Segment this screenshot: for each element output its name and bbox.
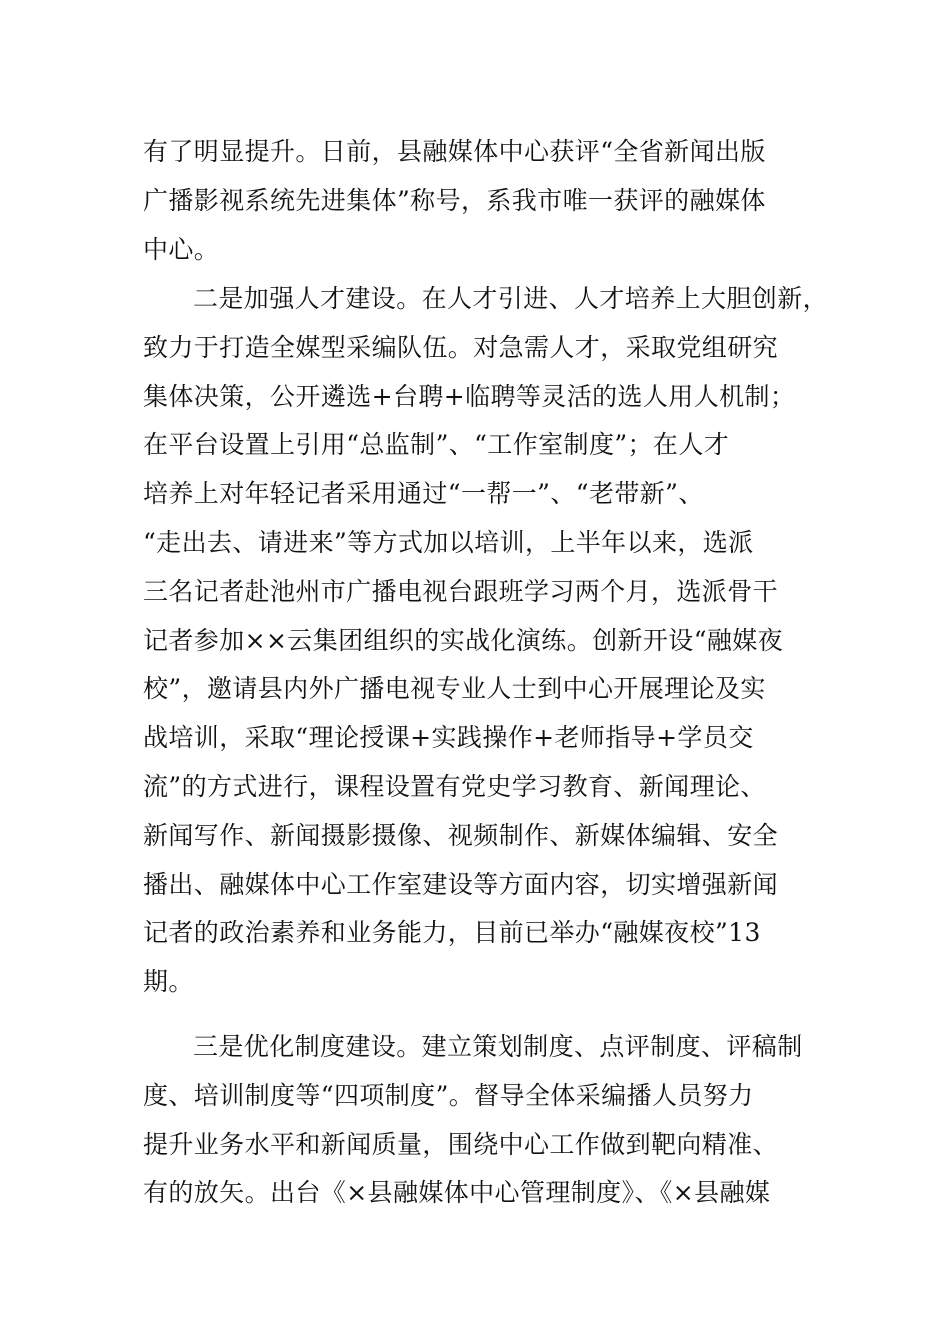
text-line: 三是优化制度建设。建立策划制度、点评制度、评稿制 bbox=[193, 1032, 803, 1061]
paragraph-talent-building bbox=[143, 275, 833, 1007]
text-line: 三名记者赴池州市广播电视台跟班学习两个月，选派骨干 bbox=[143, 576, 779, 606]
text-line: 有的放矢。出台《×县融媒体中心管理制度》、《×县融媒 bbox=[143, 1178, 771, 1208]
text-line: 期。 bbox=[143, 967, 194, 997]
text-line: 集体决策，公开遴选+台聘+临聘等灵活的选人用人机制； bbox=[143, 381, 796, 411]
text-line: 二是加强人才建设。在人才引进、人才培养上大胆创新， bbox=[193, 284, 829, 313]
text-line: “走出去、请进来”等方式加以培训，上半年以来，选派 bbox=[143, 527, 754, 557]
paragraph-system-building bbox=[143, 1023, 833, 1218]
text-line: 记者参加××云集团组织的实战化演练。创新开设“融媒夜 bbox=[143, 625, 784, 655]
text-line: 播出、融媒体中心工作室建设等方面内容，切实增强新闻 bbox=[143, 869, 779, 899]
text-line: 记者的政治素养和业务能力，目前已举办“融媒夜校”13 bbox=[143, 918, 761, 948]
text-line: 提升业务水平和新闻质量，围绕中心工作做到靶向精准、 bbox=[143, 1129, 779, 1159]
text-line: 战培训，采取“理论授课+实践操作+老师指导+学员交 bbox=[143, 723, 754, 753]
paragraph-continuation bbox=[143, 128, 833, 274]
text-line: 校”，邀请县内外广播电视专业人士到中心开展理论及实 bbox=[143, 674, 766, 704]
text-line: 广播影视系统先进集体”称号，系我市唯一获评的融媒体 bbox=[143, 185, 766, 215]
text-line: 在平台设置上引用“总监制”、“工作室制度”；在人才 bbox=[143, 430, 730, 460]
text-line: 中心。 bbox=[143, 234, 220, 264]
text-line: 度、培训制度等“四项制度”。督导全体采编播人员努力 bbox=[143, 1080, 754, 1110]
text-line: 流”的方式进行，课程设置有党史学习教育、新闻理论、 bbox=[143, 771, 766, 801]
text-line: 新闻写作、新闻摄影摄像、视频制作、新媒体编辑、安全 bbox=[143, 820, 779, 850]
text-line: 有了明显提升。日前，县融媒体中心获评“全省新闻出版 bbox=[143, 137, 766, 166]
text-line: 致力于打造全媒型采编队伍。对急需人才，采取党组研究 bbox=[143, 332, 779, 362]
text-line: 培养上对年轻记者采用通过“一帮一”、“老带新”、 bbox=[143, 479, 704, 509]
